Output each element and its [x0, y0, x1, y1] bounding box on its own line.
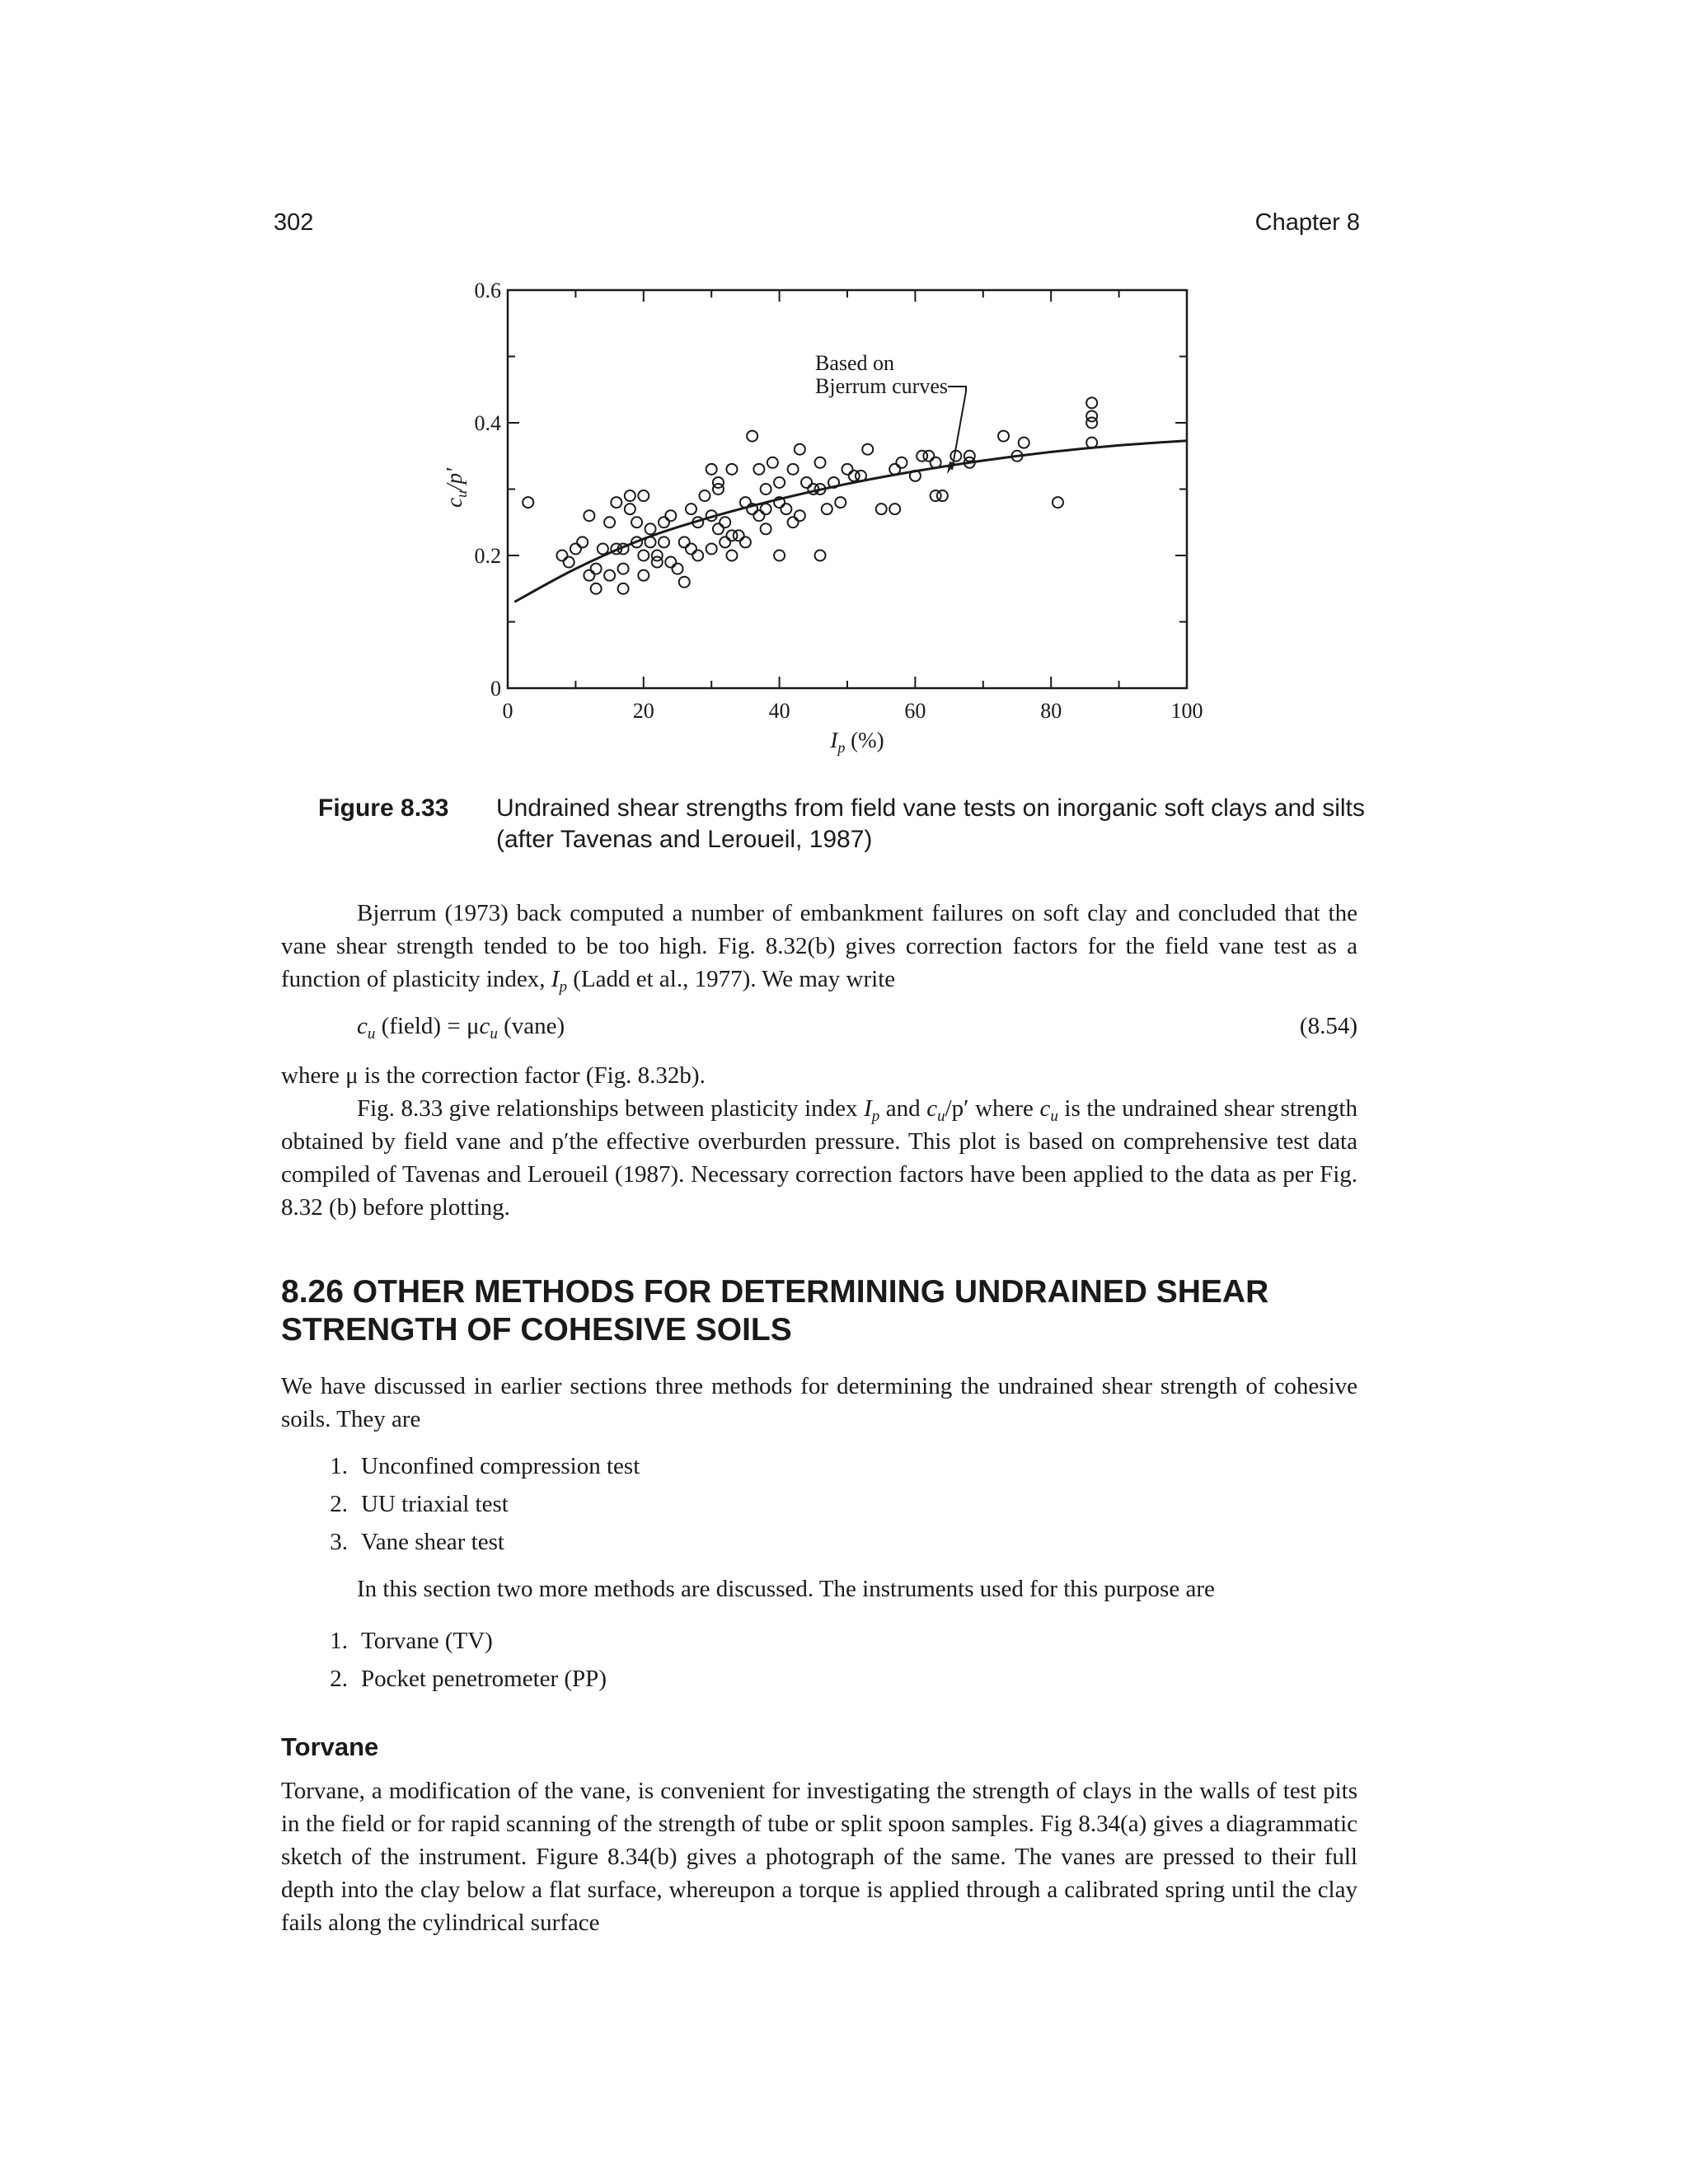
data-point: [726, 551, 737, 561]
data-point: [584, 570, 594, 581]
data-point: [665, 557, 676, 568]
data-point: [638, 490, 649, 501]
data-point: [774, 477, 785, 488]
data-point: [1086, 438, 1097, 448]
svg-text:Ip (%): $I_p$ (%): [830, 728, 884, 756]
y-tick-label: 0: [490, 677, 501, 701]
list-item: 1. Torvane (TV): [330, 1628, 493, 1654]
data-point: [631, 517, 642, 527]
data-point: [618, 583, 629, 594]
data-point: [679, 537, 690, 547]
data-point: [577, 537, 588, 547]
data-point: [659, 537, 669, 547]
data-point: [835, 497, 846, 508]
x-tick-label: 100: [1170, 699, 1203, 723]
data-point: [713, 477, 724, 488]
section-heading: 8.26 OTHER METHODS FOR DETERMINING UNDRAINED SHEAR STRENGTH OF COHESIVE SOILS: [281, 1274, 1269, 1347]
chapter-label: Chapter 8: [1254, 209, 1360, 236]
data-point: [686, 504, 696, 514]
data-point: [774, 551, 785, 561]
data-point: [611, 497, 621, 508]
x-tick-label: 40: [768, 699, 790, 723]
data-point: [788, 464, 799, 475]
data-point: [604, 517, 615, 527]
data-point: [1086, 418, 1097, 429]
data-point: [761, 484, 771, 494]
data-point: [618, 564, 629, 574]
data-point: [923, 451, 934, 462]
x-tick-label: 0: [502, 699, 513, 723]
data-point: [570, 543, 581, 554]
data-point: [591, 583, 602, 594]
data-point: [706, 543, 717, 554]
y-tick-label: 0.4: [474, 411, 501, 435]
data-point: [679, 577, 690, 588]
x-tick-label: 20: [632, 699, 654, 723]
data-point: [740, 497, 751, 508]
paragraph-bjerrum: Bjerrum (1973) back computed a number of embankment failures on soft clay and concluded that the vane shear strength tended to be too high. Fig. 8.32(b) gives correction factors for the field vane test as a function of plasticity index, $I_p$ (Ladd et al., 1977). We may write: [281, 900, 1357, 996]
data-point: [815, 457, 826, 468]
data-point: [659, 517, 669, 527]
subheading-torvane: Torvane: [281, 1732, 379, 1761]
data-point: [604, 570, 615, 581]
data-point: [665, 510, 676, 521]
list-item: 2. Pocket penetrometer (PP): [330, 1666, 607, 1692]
plot-frame: [508, 290, 1187, 688]
data-point: [734, 530, 744, 541]
list-item: 3. Vane shear test: [330, 1529, 504, 1555]
data-point: [747, 431, 757, 442]
data-point: [781, 504, 791, 514]
list-item: 1. Unconfined compression test: [330, 1453, 640, 1479]
figure-caption-text: Undrained shear strengths from field vane tests on inorganic soft clays and silts (after Tavenas and Leroueil, 1987): [496, 794, 1365, 853]
y-tick-label: 0.6: [474, 279, 501, 302]
data-point: [795, 510, 805, 521]
y-tick-label: 0.2: [474, 544, 501, 568]
data-point: [753, 464, 764, 475]
figure-8-33: [429, 272, 1253, 783]
data-point: [753, 510, 764, 521]
paragraph-methods-intro: We have discussed in earlier sections three methods for determining the undrained shear strength of cohesive soils. They are: [281, 1373, 1357, 1432]
paragraph-fig-8-33: Fig. 8.33 give relationships between plasticity index $I_p$ and $c_u/p'$ where $c_u$ is the undrained shear strength obtained by field vane and p′the effective overburden pressure. This plot is based on comprehensive test data compiled of Tavenas and Leroueil (1987). Necessary correction factors have been applied to the data as per Fig. 8.32 (b) before plotting.: [281, 1095, 1357, 1221]
data-point: [1086, 397, 1097, 408]
data-point: [761, 523, 771, 534]
figure-label: Figure 8.33: [318, 794, 449, 822]
data-point: [795, 444, 805, 455]
data-point: [1019, 438, 1029, 448]
data-point: [815, 551, 826, 561]
data-point: [625, 490, 635, 501]
data-point: [896, 457, 907, 468]
data-point: [564, 557, 574, 568]
methods-list: [318, 1447, 640, 1561]
data-point: [767, 457, 778, 468]
data-point: [842, 464, 853, 475]
paragraph-two-more-methods: In this section two more methods are discussed. The instruments used for this purpose are: [357, 1576, 1215, 1602]
data-point: [889, 464, 900, 475]
scatter-chart: [429, 272, 1253, 783]
data-point: [584, 510, 594, 521]
paragraph-torvane: Torvane, a modification of the vane, is convenient for investigating the strength of clays in the walls of test pits in the field or for rapid scanning of the strength of tube or split spoon samples. Fig 8.34(a) gives a diagrammatic sketch of the instrument. Figure 8.34(b) gives a photograph of the same. The vanes are pressed to their full depth into the clay below a flat surface, whereupon a torque is applied through a calibrated spring until the clay fails along the cylindrical surface: [281, 1778, 1357, 1936]
data-point: [638, 551, 649, 561]
data-point: [713, 523, 724, 534]
data-point: [876, 504, 887, 514]
annotation-bjerrum-curves: Bjerrum curves: [815, 374, 949, 398]
data-point: [720, 537, 730, 547]
data-point: [645, 537, 656, 547]
data-point: [931, 457, 941, 468]
data-point: [788, 517, 799, 527]
data-point: [591, 564, 602, 574]
data-point: [673, 564, 683, 574]
data-point: [523, 497, 533, 508]
data-point: [862, 444, 873, 455]
data-point: [950, 451, 961, 462]
data-point: [692, 551, 703, 561]
data-point: [652, 551, 663, 561]
data-point: [761, 504, 771, 514]
data-point: [822, 504, 832, 514]
data-point: [889, 504, 900, 514]
annotation-arrowhead: [947, 462, 955, 474]
data-point: [937, 490, 948, 501]
equation-number: (8.54): [1299, 1013, 1357, 1039]
data-point: [686, 543, 696, 554]
svg-text:cu/p': $c_u/p'$: [442, 468, 470, 508]
data-point: [706, 464, 717, 475]
data-point: [1053, 497, 1063, 508]
data-point: [856, 471, 866, 481]
data-point: [645, 523, 656, 534]
page-number: 302: [274, 209, 314, 236]
equation-body: $c_u$ (field) = $\mu c_u$ (vane): [357, 1013, 565, 1043]
y-axis-label: [442, 467, 470, 508]
data-point: [556, 551, 567, 561]
data-point: [699, 490, 710, 501]
data-point: [625, 504, 635, 514]
instruments-list: [318, 1622, 607, 1698]
data-point: [598, 543, 608, 554]
x-tick-label: 80: [1040, 699, 1062, 723]
annotation-based-on: Based on: [815, 351, 895, 375]
data-point: [726, 464, 737, 475]
data-point: [720, 517, 730, 527]
data-point: [638, 570, 649, 581]
data-point: [801, 477, 812, 488]
data-point: [740, 537, 751, 547]
list-item: 2. UU triaxial test: [330, 1491, 509, 1517]
x-tick-label: 60: [904, 699, 926, 723]
paragraph-correction-factor: where μ is the correction factor (Fig. 8.32b).: [281, 1062, 706, 1089]
x-axis-label: [829, 728, 884, 756]
data-point: [998, 431, 1009, 442]
